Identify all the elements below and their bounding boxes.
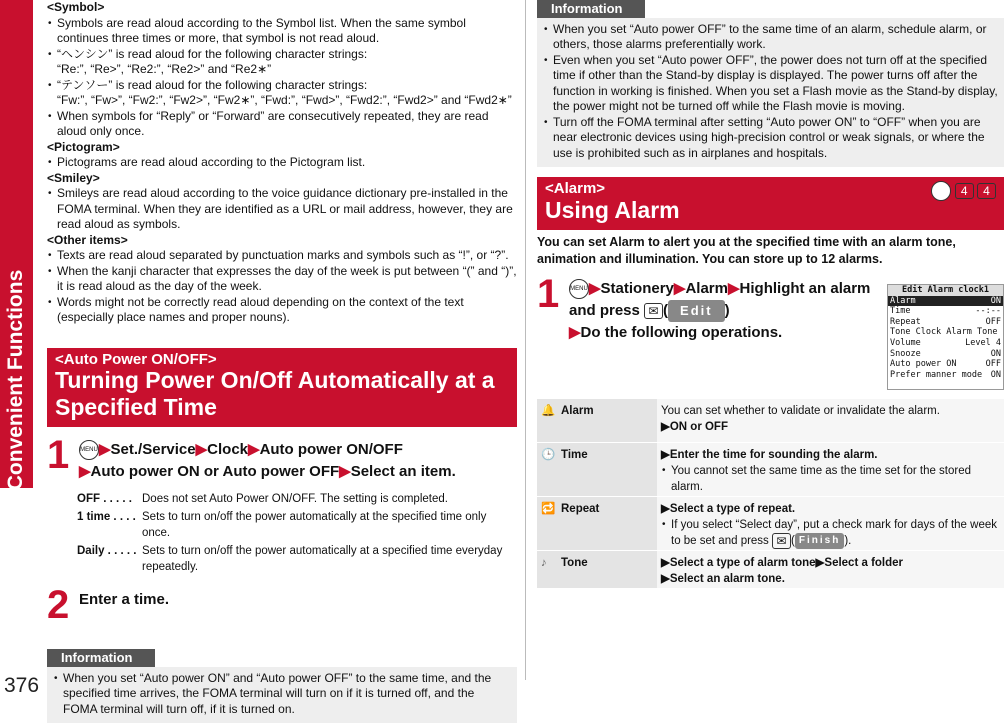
bullet-item: • Smileys are read aloud according to the voice guidance dictionary pre-installed in the FOMA terminal. When they are identified as a URL or mail address, however, they are read aloud as symbols. [47,186,517,233]
arrow-icon: ▶ [339,463,351,480]
step-1 [47,439,517,483]
bullet-item: • When symbols for “Reply” or “Forward” are consecutively repeated, they are read aloud only once. [47,109,517,140]
section-banner-auto-power [47,348,517,428]
option-key: 1 time . . . . [77,509,142,541]
chapter-label: Convenient Functions [4,270,28,491]
screen-row: Prefer manner mode ON [888,370,1003,381]
info-label: Information [537,0,645,18]
pictogram-heading: <Pictogram> [47,140,517,156]
option-desc: You can set whether to validate or invalidate the alarm. ▶ON or OFF [657,399,1004,442]
option-row [77,491,517,507]
arrow-icon: ▶ [728,280,740,297]
other-list [47,248,517,326]
menu-path-item: Auto power ON or Auto power OFF [91,463,340,480]
mail-key-icon: ✉ [644,303,663,319]
bullet-item: • When you set “Auto power ON” and “Auto power OFF” to the same time, and the specified time arrives, the FOMA terminal will turn on if it is turned off, and the FOMA terminal will turn off, if it is turned on. [53,671,511,718]
table-row [537,550,1004,588]
digit-key: 4 [955,183,974,199]
option-key: Daily . . . . . [77,543,142,575]
info-body [47,667,517,723]
other-heading: <Other items> [47,233,517,249]
info-label: Information [47,649,155,667]
option-desc: ▶Select a type of alarm tone▶Select a folder ▶Select an alarm tone. [657,551,1004,588]
menu-path-item: Clock [207,441,248,458]
bullet-item: • Symbols are read aloud according to the Symbol list. When the same symbol continues three times or more, that symbol is not read aloud. [47,16,517,47]
pictogram-list [47,155,517,171]
step-2 [47,589,517,611]
screen-row: Volume Level 4 [888,338,1003,349]
screen-row: Auto power ON OFF [888,359,1003,370]
smiley-list [47,186,517,233]
screen-title: Edit Alarm clock1 [888,285,1003,296]
menu-path-item: Highlight an alarm and press [569,280,870,319]
screen-row: Alarm ON [888,296,1003,307]
screen-row: Snooze ON [888,349,1003,360]
option-name: 🔁 Repeat [537,497,657,550]
info-box [537,0,1004,167]
menu-key-icon: MENU [79,440,99,460]
step-text: Enter a time. [79,591,169,608]
info-box [47,649,517,723]
column-divider [525,0,526,680]
arrow-icon: ▶ [674,280,686,297]
repeat-icon: 🔁 [541,501,561,517]
phone-screen [887,284,1004,390]
page-number: 376 [4,674,39,698]
screen-row: Repeat OFF [888,317,1003,328]
bullet-item: • “ヘンシン” is read aloud for the following character strings: “Re:”, “Re>”, “Re2:”, “Re2>” and “Re2∗” [47,47,517,78]
banner-subtitle: <Auto Power ON/OFF> [55,352,509,368]
option-desc: Sets to turn on/off the power automatically at the specified time only once. [142,509,517,541]
bullet-item: • Words might not be correctly read aloud depending on the context of the text (especially place names and proper nouns). [47,295,517,326]
step-number: 2 [47,585,69,625]
menu-path-item: Auto power ON/OFF [260,441,403,458]
menu-path-item: Select an item. [351,463,456,480]
left-column [47,0,517,723]
banner-subtitle: <Alarm> [545,181,996,197]
menu-key-icon: MENU [569,279,589,299]
digit-key: 4 [977,183,996,199]
arrow-icon: ▶ [589,280,601,297]
banner-title: Using Alarm [545,197,996,224]
table-row [537,442,1004,496]
tone-icon: ♪ [541,555,561,571]
option-list [77,491,517,575]
option-row [77,543,517,575]
table-row [537,398,1004,442]
bullet-item: • Pictograms are read aloud according to the Pictogram list. [47,155,517,171]
bullet-item: • When the kanji character that expresses the day of the week is put between “(” and “)”, it is read aloud as the day of the week. [47,264,517,295]
option-key: OFF . . . . . [77,491,142,507]
step-1: 1 MENU▶Stationery▶Alarm▶Highlight an alarm and press ✉ ( Edit ) ▶Do the following operations. [537,278,882,344]
bullet-item: • “テンソー” is read aloud for the following character strings: “Fw:”, “Fw>”, “Fw2:”, “Fw2>”, “Fw2∗”, “Fwd:”, “Fwd>”, “Fwd2:”, “Fwd2>” and “Fwd2∗” [47,78,517,109]
bullet-item: • Even when you set “Auto power OFF”, the power does not turn off at the specified time if other than the Stand-by display is displayed. The power turns off after the function in working is finished. When you set a Flash movie as the Stand-by display, the power might not be turned off while the Flash movie is moving. [543,53,998,115]
arrow-icon: ▶ [569,324,581,341]
arrow-icon: ▶ [248,441,260,458]
option-desc: ▶Select a type of repeat. • If you select “Select day”, put a check mark for days of the week to be set and press ✉ ( Finish ). [657,497,1004,550]
menu-path-item: Set./Service [111,441,196,458]
banner-title: Turning Power On/Off Automatically at a Specified Time [55,367,509,421]
step-number: 1 [47,435,69,475]
arrow-icon: ▶ [99,441,111,458]
arrow-icon: ▶ [79,463,91,480]
intro-text: You can set Alarm to alert you at the specified time with an alarm tone, animation and illumination. You can store up to 12 alarms. [537,234,1004,268]
option-desc: Does not set Auto Power ON/OFF. The setting is completed. [142,491,448,507]
step-number: 1 [537,274,559,314]
menu-path-item: Alarm [685,280,728,297]
info-body [537,18,1004,168]
symbol-list [47,16,517,140]
option-desc: ▶Enter the time for sounding the alarm. • You cannot set the same time as the time set for the stored alarm. [657,443,1004,496]
smiley-heading: <Smiley> [47,171,517,187]
screen-rows [888,296,1003,381]
option-name: 🔔 Alarm [537,399,657,442]
shortcut-keys [931,181,996,201]
section-banner-alarm [537,177,1004,230]
menu-path-item: Do the following operations. [581,324,783,341]
menu-key-icon: MENU [931,181,951,201]
option-row [77,509,517,541]
screen-row: Tone Clock Alarm Tone [888,327,1003,338]
option-name: 🕒 Time [537,443,657,496]
bullet-item: • Texts are read aloud separated by punctuation marks and symbols such as “!”, or “?”. [47,248,517,264]
chapter-tab [0,0,33,488]
screen-row: Time --:-- [888,306,1003,317]
menu-path-item: Stationery [601,280,674,297]
time-icon: 🕒 [541,447,561,463]
arrow-icon: ▶ [196,441,208,458]
edit-softkey: Edit [668,300,725,322]
alarm-icon: 🔔 [541,403,561,419]
symbol-heading: <Symbol> [47,0,517,16]
table-row [537,496,1004,550]
option-desc: Sets to turn on/off the power automatically at a specified time everyday repeatedly. [142,543,517,575]
option-name: ♪ Tone [537,551,657,588]
bullet-item: • Turn off the FOMA terminal after setting “Auto power ON” to “OFF” when you are near electronic devices using high-precision control or weak signals, or where the use is prohibited such as in airplanes and hospitals. [543,115,998,162]
bullet-item: • When you set “Auto power OFF” to the same time of an alarm, schedule alarm, or others, those alarms preferentially work. [543,22,998,53]
